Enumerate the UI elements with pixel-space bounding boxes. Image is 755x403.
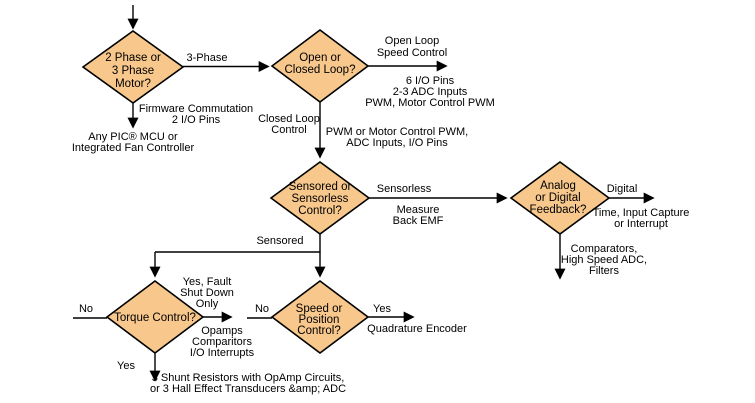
measure-back-emf-line1: Measure [396, 204, 440, 216]
torque-yes-fault-line2: Shut Down [180, 287, 234, 299]
speed-position-label-line2: Position [298, 314, 340, 326]
analog-resources-line1: Comparators, [570, 243, 638, 255]
open-loop-resources-line2: 2-3 ADC Inputs [392, 86, 468, 98]
sensored-sensorless-label-line2: Sensorless [291, 193, 349, 205]
sensored-label: Sensored [256, 235, 304, 247]
any-pic-mcu-label-line2: Integrated Fan Controller [71, 142, 195, 154]
open-closed-label-line2: Closed Loop? [284, 64, 356, 76]
speed-position-label-line1: Speed or [295, 303, 343, 315]
analog-digital-label-line2: or Digital [535, 192, 581, 204]
time-input-capture-line2: or Interrupt [614, 218, 668, 230]
time-input-capture-line1: Time, Input Capture [592, 207, 690, 219]
digital-label: Digital [606, 183, 638, 195]
analog-digital-label-line1: Analog [540, 180, 576, 192]
closed-loop-resources-line2: ADC Inputs, I/O Pins [346, 137, 448, 149]
sensored-sensorless-label-line1: Sensored or [288, 181, 352, 193]
any-pic-mcu-label-line1: Any PIC® MCU or [88, 131, 178, 143]
shunt-resistors-line2: or 3 Hall Effect Transducers &amp; ADC [149, 383, 347, 395]
phase-motor-label-line1: 2 Phase or [105, 52, 161, 64]
torque-yes-label: Yes [117, 360, 135, 372]
torque-yes-fault-line1: Yes, Fault [182, 276, 232, 288]
sensorless-label: Sensorless [376, 183, 432, 195]
open-closed-label-line1: Open or [299, 52, 341, 64]
torque-resources-line1: Opamps [201, 325, 243, 337]
closed-loop-label-line1: Closed Loop [258, 113, 320, 125]
torque-resources-line3: I/O Interrupts [189, 347, 255, 359]
speed-position-label-line3: Control? [297, 325, 341, 337]
closed-loop-label-line2: Control [271, 124, 307, 136]
speed-yes-label: Yes [373, 303, 391, 315]
firmware-commutation-label-line1: Firmware Commutation [138, 103, 254, 115]
open-loop-speed-label-line1: Open Loop [384, 35, 440, 47]
torque-yes-fault-line3: Only [195, 298, 219, 310]
measure-back-emf-line2: Back EMF [392, 215, 444, 227]
torque-control-label: Torque Control? [114, 312, 196, 324]
closed-loop-resources-line1: PWM or Motor Control PWM, [325, 126, 469, 138]
open-loop-resources-line3: PWM, Motor Control PWM [365, 97, 495, 109]
open-loop-speed-label-line2: Speed Control [376, 47, 448, 59]
analog-digital-label-line3: Feedback? [529, 204, 587, 216]
torque-no-label: No [78, 303, 94, 315]
open-loop-resources-line1: 6 I/O Pins [405, 75, 455, 87]
shunt-resistors-line1: 3 Shunt Resistors with OpAmp Circuits, [151, 372, 345, 384]
phase-motor-label-line3: Motor? [115, 78, 151, 90]
phase-motor-label-line2: 3 Phase [111, 65, 155, 77]
sensored-sensorless-label-line3: Control? [298, 205, 342, 217]
torque-resources-line2: Comparitors [192, 336, 252, 348]
three-phase-label: 3-Phase [186, 52, 228, 64]
speed-no-label: No [254, 303, 270, 315]
analog-resources-line2: High Speed ADC, [560, 254, 648, 266]
analog-resources-line3: Filters [589, 265, 619, 277]
quadrature-encoder-label: Quadrature Encoder [367, 323, 467, 335]
firmware-commutation-label-line2: 2 I/O Pins [171, 114, 221, 126]
